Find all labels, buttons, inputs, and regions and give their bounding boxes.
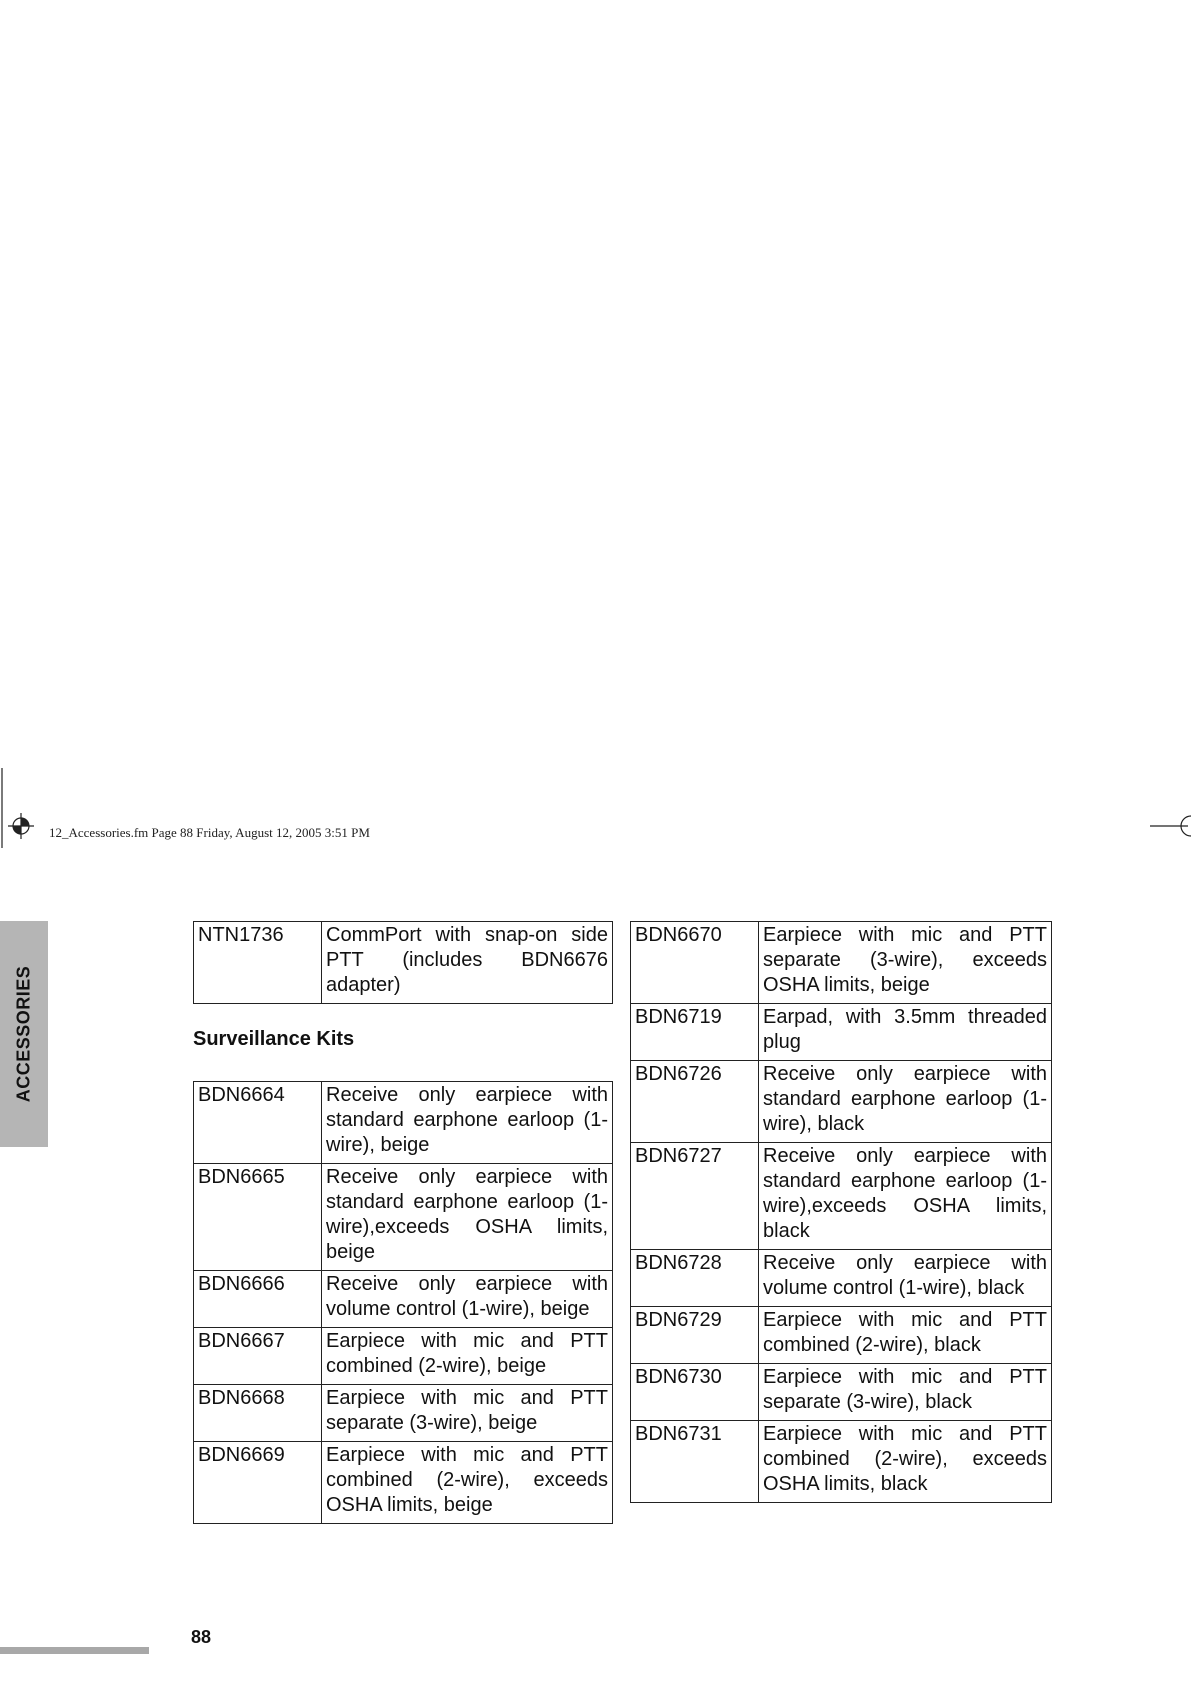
part-code: BDN6670 — [631, 922, 759, 1004]
part-description: Earpiece with mic and PTT combined (2-wire), black — [759, 1307, 1052, 1364]
part-description: Receive only earpiece with volume control (1-wire), beige — [322, 1271, 613, 1328]
table-row — [194, 1328, 613, 1385]
part-description: Receive only earpiece with standard earphone earloop (1-wire),exceeds OSHA limits, black — [759, 1143, 1052, 1250]
table-row — [194, 1082, 613, 1164]
table-row — [631, 1307, 1052, 1364]
table-row — [194, 1271, 613, 1328]
part-description: Earpiece with mic and PTT combined (2-wire), exceeds OSHA limits, black — [759, 1421, 1052, 1503]
table-row — [631, 1061, 1052, 1143]
table-row — [631, 1004, 1052, 1061]
part-description: Earpiece with mic and PTT separate (3-wire), beige — [322, 1385, 613, 1442]
part-code: BDN6669 — [194, 1442, 322, 1524]
table-row — [631, 1250, 1052, 1307]
part-description: Earpiece with mic and PTT combined (2-wire), exceeds OSHA limits, beige — [322, 1442, 613, 1524]
part-description: Earpad, with 3.5mm threaded plug — [759, 1004, 1052, 1061]
part-code: BDN6667 — [194, 1328, 322, 1385]
part-code: BDN6729 — [631, 1307, 759, 1364]
table-row — [631, 1143, 1052, 1250]
part-code: BDN6730 — [631, 1364, 759, 1421]
table-row — [194, 1442, 613, 1524]
side-tab — [0, 921, 48, 1147]
part-description: Earpiece with mic and PTT separate (3-wire), exceeds OSHA limits, beige — [759, 922, 1052, 1004]
commport-table — [193, 921, 613, 1004]
part-description: Earpiece with mic and PTT combined (2-wire), beige — [322, 1328, 613, 1385]
part-description: Receive only earpiece with standard earphone earloop (1-wire), beige — [322, 1082, 613, 1164]
part-code: BDN6726 — [631, 1061, 759, 1143]
crop-mark-icon — [1150, 810, 1191, 840]
part-code: BDN6666 — [194, 1271, 322, 1328]
side-tab-label: ACCESSORIES — [13, 965, 34, 1103]
part-description: Receive only earpiece with standard earphone earloop (1-wire), black — [759, 1061, 1052, 1143]
page-number: 88 — [191, 1627, 212, 1647]
part-code: BDN6719 — [631, 1004, 759, 1061]
table-row — [631, 922, 1052, 1004]
part-code: NTN1736 — [194, 922, 322, 1004]
part-description: Receive only earpiece with volume control (1-wire), black — [759, 1250, 1052, 1307]
part-code: BDN6727 — [631, 1143, 759, 1250]
print-header: 12_Accessories.fm Page 88 Friday, August 12, 2005 3:51 PM — [49, 825, 370, 840]
part-description: CommPort with snap-on side PTT (includes BDN6676 adapter) — [322, 922, 613, 1004]
part-code: BDN6664 — [194, 1082, 322, 1164]
table-row — [194, 1164, 613, 1271]
table-row — [631, 1421, 1052, 1503]
part-description: Earpiece with mic and PTT separate (3-wire), black — [759, 1364, 1052, 1421]
part-code: BDN6668 — [194, 1385, 322, 1442]
surveillance-kits-table-right — [630, 921, 1052, 1503]
table-row — [194, 922, 613, 1004]
table-row — [631, 1364, 1052, 1421]
section-heading: Surveillance Kits — [193, 1028, 355, 1050]
part-code: BDN6665 — [194, 1164, 322, 1271]
part-code: BDN6728 — [631, 1250, 759, 1307]
registration-mark-icon — [0, 768, 44, 848]
part-code: BDN6731 — [631, 1421, 759, 1503]
table-row — [194, 1385, 613, 1442]
part-description: Receive only earpiece with standard earphone earloop (1-wire),exceeds OSHA limits, beige — [322, 1164, 613, 1271]
surveillance-kits-table-left — [193, 1081, 613, 1524]
footer-rule — [0, 1647, 149, 1654]
